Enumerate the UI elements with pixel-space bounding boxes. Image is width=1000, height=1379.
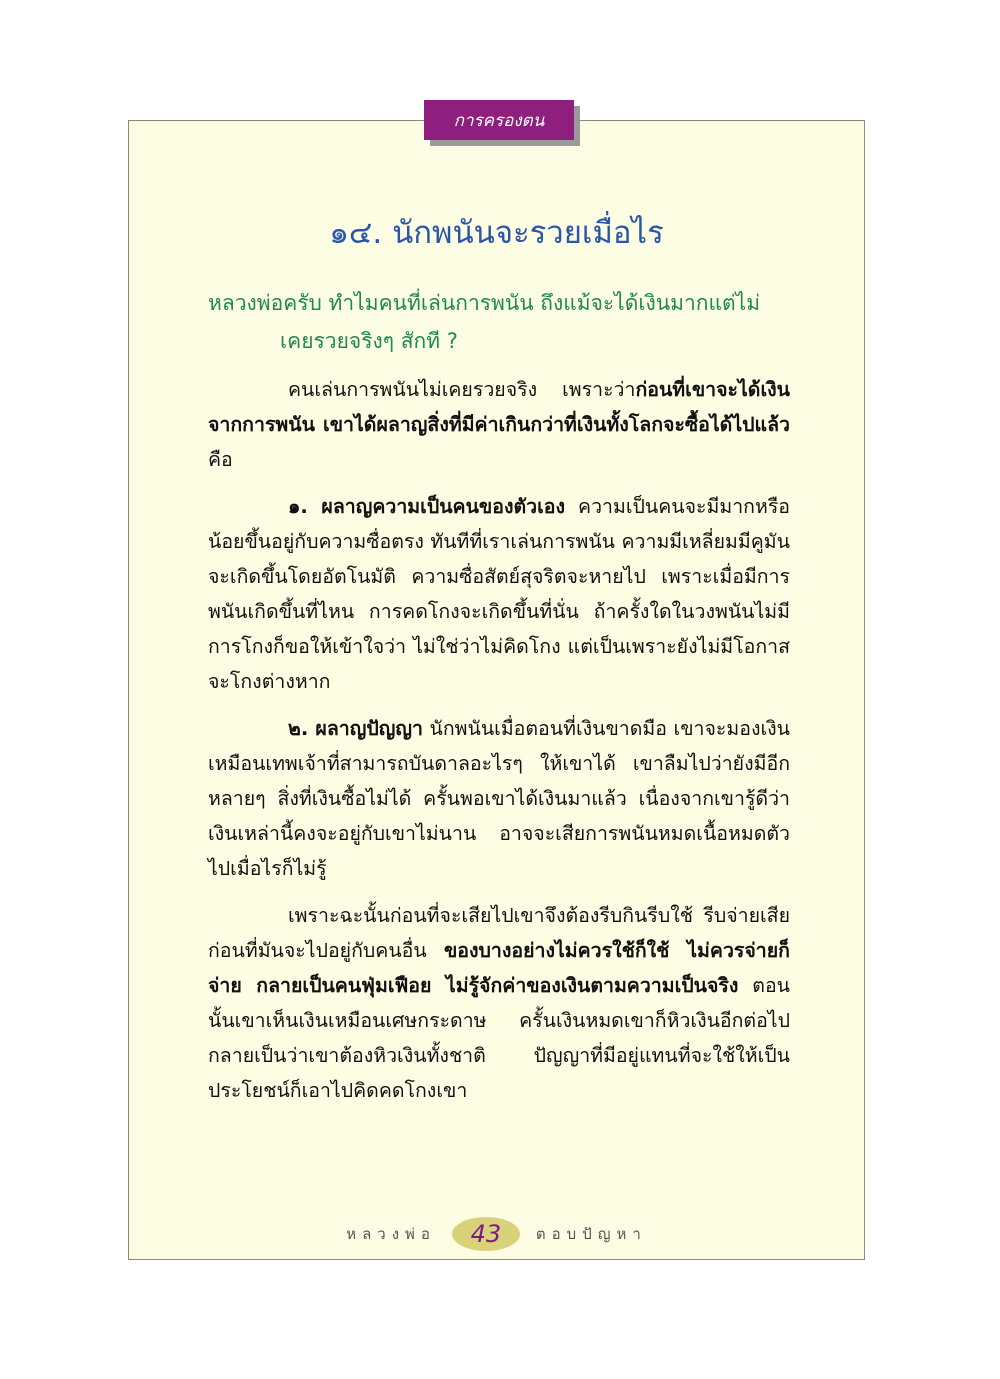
question-line-1: หลวงพ่อครับ ทำไมคนที่เล่นการพนัน ถึงแม้จะได้เงินมากแต่ไม่ [208, 291, 761, 315]
answer-paragraph-1 [208, 372, 790, 477]
answer-p1-text-c: คือ [208, 448, 233, 471]
footer-left-label: หลวงพ่อ [346, 1225, 436, 1243]
page-number: 43 [452, 1217, 520, 1251]
answer-paragraph-2 [208, 489, 790, 699]
answer-paragraph-3 [208, 711, 790, 886]
answer-p4-text-c: ตอนนั้นเขาเห็นเงินเหมือนเศษกระดาษ ครั้นเงินหมดเขาก็หิวเงินอีกต่อไป กลายเป็นว่าเขาต้องหิวเงินทั้งชาติ ปัญญาที่มีอยู่แทนที่จะใช้ให้เป็นประโยชน์ก็เอาไปคิดคดโกงเขา [208, 974, 790, 1102]
question-line-2: เคยรวยจริงๆ สักที ? [280, 329, 458, 353]
answer-p4-text-a: เพราะฉะนั้นก่อนที่จะเสียไปเขาจึงต้องรีบกินรีบใช้ รีบจ่ายเสียก่อนที่มันจะไปอยู่กับคนอื่น [208, 904, 790, 962]
answer-p1-text-a: คนเล่นการพนันไม่เคยรวยจริง เพราะว่า [288, 378, 636, 401]
answer-body [208, 372, 790, 1120]
point-2-heading: ๒. ผลาญปัญญา [288, 717, 423, 740]
page-footer [128, 1214, 865, 1254]
question [208, 284, 808, 360]
point-1-heading: ๑. ผลาญความเป็นคนของตัวเอง [288, 495, 565, 518]
point-1-text: ความเป็นคนจะมีมากหรือน้อยขึ้นอยู่กับความซื่อตรง ทันทีที่เราเล่นการพนัน ความมีเหลี่ยมมีคูมันจะเกิดขึ้นโดยอัตโนมัติ ความซื่อสัตย์สุจริตจะหายไป เพราะเมื่อมีการพนันเกิดขึ้นที่ไหน การคดโกงจะเกิดขึ้นที่นั่น ถ้าครั้งใดในวงพนันไม่มีการโกงก็ขอให้เข้าใจว่า ไม่ใช่ว่าไม่คิดโกง แต่เป็นเพราะยังไม่มีโอกาสจะโกงต่างหาก [208, 495, 790, 693]
answer-paragraph-4 [208, 898, 790, 1108]
page-title: ๑๔. นักพนันจะรวยเมื่อไร [329, 215, 664, 251]
footer-right-label: ตอบปัญหา [535, 1225, 647, 1243]
point-2-text: นักพนันเมื่อตอนที่เงินขาดมือ เขาจะมองเงินเหมือนเทพเจ้าที่สามารถบันดาลอะไรๆ ให้เขาได้ เขาลืมไปว่ายังมีอีกหลายๆ สิ่งที่เงินซื้อไม่ได้ ครั้นพอเขาได้เงินมาแล้ว เนื่องจากเขารู้ดีว่าเงินเหล่านี้คงจะอยู่กับเขาไม่นาน อาจจะเสียการพนันหมดเนื้อหมดตัวไปเมื่อไรก็ไม่รู้ [208, 717, 790, 880]
category-tab: การครองตน [424, 100, 574, 140]
answer-p4-bold: ของบางอย่างไม่ควรใช้ก็ใช้ ไม่ควรจ่ายก็จ่าย กลายเป็นคนฟุ่มเฟือย ไม่รู้จักค่าของเงินตามความเป็นจริง [208, 939, 790, 997]
answer-p1-bold: ก่อนที่เขาจะได้เงินจากการพนัน เขาได้ผลาญสิ่งที่มีค่าเกินกว่าที่เงินทั้งโลกจะซื้อได้ไปแล้ว [208, 378, 790, 436]
